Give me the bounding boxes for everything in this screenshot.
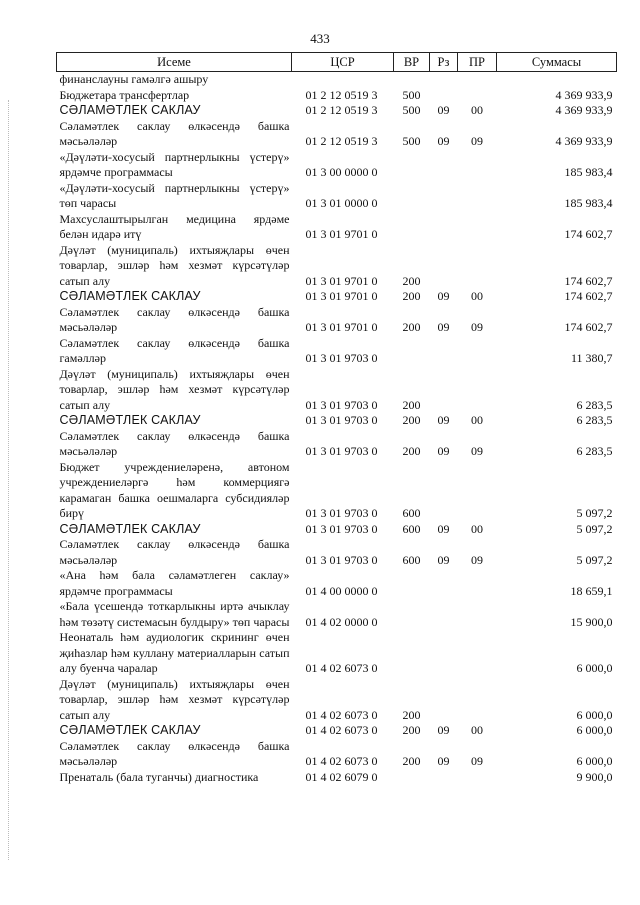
- row-rz-cell: [430, 72, 458, 88]
- row-name-cell: Сәламәтлек саклау өлкәсендә башка мәсьәләләр: [59, 537, 290, 567]
- row-vr-cell: [394, 212, 430, 243]
- row-vr-cell: 200: [402, 397, 421, 412]
- row-name-cell: Сәламәтлек саклау өлкәсендә башка мәсьәләләр: [59, 738, 290, 768]
- row-csr-cell: 01 3 00 0000 0: [305, 165, 378, 179]
- header-name: Исеме: [57, 53, 292, 72]
- row-name-cell: СӘЛАМӘТЛЕК САКЛАУ: [59, 521, 201, 536]
- row-name-cell: «Ана һәм бала сәламәтлеген саклау» ярдәмче программасы: [59, 568, 290, 598]
- table-row: [57, 630, 617, 677]
- row-vr-cell: 200: [402, 320, 421, 334]
- row-csr-cell: 01 3 01 9703 0: [305, 413, 378, 427]
- row-vr-cell: [394, 150, 430, 181]
- row-sum-cell: 5 097,2: [576, 521, 613, 536]
- row-rz-cell: [430, 336, 458, 367]
- row-rz-cell: 09: [437, 723, 450, 737]
- table-row: [57, 460, 617, 522]
- row-vr-cell: 500: [402, 134, 421, 148]
- row-sum-cell: 6 000,0: [576, 723, 613, 737]
- row-name-cell: «Дәүләти-хосусый партнерлыкны үстерү» ярдәмче программасы: [59, 149, 290, 179]
- row-sum-cell: 18 659,1: [570, 583, 613, 598]
- row-sum-cell: 174 602,7: [564, 289, 613, 303]
- row-pr-cell: 00: [471, 289, 483, 303]
- row-vr-cell: 200: [402, 707, 421, 722]
- row-csr-cell: 01 3 01 9701 0: [305, 289, 378, 303]
- row-rz-cell: [430, 770, 458, 786]
- row-name-cell: Бюджет учреждениеләренә, автоном учреждениеләргә һәм коммерциягә карамаган башка оешмаларга субсидияләр бирү: [59, 459, 290, 520]
- row-vr-cell: 200: [402, 273, 421, 288]
- row-vr-cell: 600: [402, 506, 421, 520]
- row-pr-cell: [458, 770, 497, 786]
- page-number: 433: [310, 31, 330, 46]
- row-csr-cell: 01 2 12 0519 3: [305, 134, 378, 148]
- row-name-cell: Сәламәтлек саклау өлкәсендә башка мәсьәләләр: [59, 428, 290, 458]
- table-header: [57, 53, 617, 72]
- table-row: [57, 103, 617, 119]
- row-csr-cell: [292, 72, 394, 88]
- row-vr-cell: [394, 599, 430, 630]
- table-row: [57, 212, 617, 243]
- row-csr-cell: 01 4 02 6073 0: [305, 754, 378, 768]
- row-csr-cell: 01 3 01 9703 0: [305, 351, 378, 365]
- row-pr-cell: 09: [471, 552, 483, 567]
- header-pr: ПР: [458, 53, 497, 72]
- row-rz-cell: 09: [437, 413, 450, 427]
- row-vr-cell: 500: [402, 103, 421, 117]
- row-rz-cell: [430, 243, 458, 290]
- row-vr-cell: [394, 770, 430, 786]
- row-rz-cell: 09: [437, 444, 450, 458]
- row-pr-cell: 09: [471, 754, 483, 768]
- row-csr-cell: 01 4 00 0000 0: [305, 583, 378, 598]
- row-sum-cell: 185 983,4: [564, 165, 613, 179]
- row-name-cell: СӘЛАМӘТЛЕК САКЛАУ: [59, 289, 201, 303]
- row-csr-cell: 01 3 01 9701 0: [305, 320, 378, 334]
- row-name-cell: СӘЛАМӘТЛЕК САКЛАУ: [59, 723, 201, 737]
- row-name-cell: «Дәүләти-хосусый партнерлыкны үстерү» төп чарасы: [59, 180, 290, 210]
- table-row: [57, 367, 617, 414]
- row-sum-cell: 185 983,4: [564, 196, 613, 210]
- row-rz-cell: [430, 460, 458, 522]
- row-csr-cell: 01 3 01 9703 0: [305, 552, 378, 567]
- row-pr-cell: [458, 630, 497, 677]
- margin-scan-line: [8, 100, 10, 860]
- row-vr-cell: 600: [402, 552, 421, 567]
- row-sum-cell: 174 602,7: [564, 227, 613, 241]
- row-vr-cell: 200: [402, 289, 421, 303]
- row-vr-cell: 500: [402, 87, 421, 102]
- table-row: [57, 537, 617, 568]
- table-row: [57, 739, 617, 770]
- row-pr-cell: [458, 460, 497, 522]
- row-csr-cell: 01 4 02 6073 0: [305, 723, 378, 737]
- row-name-cell: Дәүләт (муниципаль) ихтыяҗлары өчен товарлар, эшләр һәм хезмәт күрсәтүләр сатып алу: [59, 366, 290, 412]
- header-rz: Рз: [430, 53, 458, 72]
- row-vr-cell: 200: [402, 444, 421, 458]
- row-sum-cell: [497, 72, 617, 88]
- row-csr-cell: 01 3 01 9703 0: [305, 397, 378, 412]
- table-row: [57, 305, 617, 336]
- row-rz-cell: 09: [437, 320, 450, 334]
- row-sum-cell: 15 900,0: [570, 614, 613, 629]
- row-pr-cell: [458, 243, 497, 290]
- row-sum-cell: 4 369 933,9: [555, 103, 613, 117]
- table-row: [57, 88, 617, 104]
- table-row: [57, 289, 617, 305]
- table-row: [57, 568, 617, 599]
- table-row: [57, 723, 617, 739]
- row-csr-cell: 01 3 01 9701 0: [305, 227, 378, 241]
- row-csr-cell: 01 4 02 0000 0: [305, 614, 378, 629]
- row-vr-cell: [394, 336, 430, 367]
- budget-table: [56, 52, 617, 785]
- row-rz-cell: 09: [437, 134, 450, 148]
- row-vr-cell: [394, 72, 430, 88]
- table-body: [57, 72, 617, 786]
- row-sum-cell: 6 000,0: [576, 707, 613, 722]
- row-sum-cell: 9 900,0: [576, 769, 613, 784]
- row-name-cell: финанслауны гамәлгә ашыру: [59, 72, 209, 86]
- row-pr-cell: [458, 336, 497, 367]
- row-csr-cell: 01 3 01 9703 0: [305, 506, 378, 520]
- row-pr-cell: 00: [471, 521, 483, 536]
- row-vr-cell: 200: [402, 754, 421, 768]
- row-sum-cell: 5 097,2: [576, 506, 613, 520]
- row-pr-cell: [458, 568, 497, 599]
- row-sum-cell: 6 000,0: [576, 754, 613, 768]
- row-csr-cell: 01 3 01 9701 0: [305, 273, 378, 288]
- row-name-cell: Дәүләт (муниципаль) ихтыяҗлары өчен товарлар, эшләр һәм хезмәт күрсәтүләр сатып алу: [59, 242, 290, 288]
- row-sum-cell: 6 283,5: [576, 413, 613, 427]
- row-rz-cell: 09: [437, 289, 450, 303]
- row-csr-cell: 01 3 01 0000 0: [305, 196, 378, 210]
- header-vr: ВР: [394, 53, 430, 72]
- table-row: [57, 119, 617, 150]
- row-pr-cell: 09: [471, 134, 483, 148]
- row-rz-cell: [430, 677, 458, 724]
- header-sum: Суммасы: [497, 53, 617, 72]
- table-row: [57, 599, 617, 630]
- row-vr-cell: 200: [402, 723, 421, 737]
- row-rz-cell: [430, 568, 458, 599]
- row-rz-cell: [430, 599, 458, 630]
- row-sum-cell: 4 369 933,9: [555, 134, 613, 148]
- row-pr-cell: 00: [471, 723, 483, 737]
- row-rz-cell: 09: [437, 754, 450, 768]
- row-rz-cell: [430, 150, 458, 181]
- row-name-cell: Неонаталь һәм аудиологик скрининг өчен җиһазлар һәм куллану материалларын сатып алу буенча чаралар: [59, 630, 290, 675]
- table-row: [57, 181, 617, 212]
- row-csr-cell: 01 4 02 6073 0: [305, 707, 378, 722]
- header-csr: ЦСР: [292, 53, 394, 72]
- row-vr-cell: [394, 630, 430, 677]
- row-rz-cell: [430, 88, 458, 104]
- row-rz-cell: [430, 181, 458, 212]
- row-name-cell: Бюджетара трансфертлар: [59, 87, 190, 102]
- row-name-cell: Сәламәтлек саклау өлкәсендә башка гамәлләр: [59, 335, 290, 365]
- row-csr-cell: 01 3 01 9703 0: [305, 521, 378, 536]
- table-row: [57, 677, 617, 724]
- row-pr-cell: [458, 367, 497, 414]
- row-pr-cell: [458, 88, 497, 104]
- row-csr-cell: 01 4 02 6073 0: [305, 661, 378, 675]
- row-rz-cell: 09: [437, 552, 450, 567]
- row-name-cell: СӘЛАМӘТЛЕК САКЛАУ: [59, 103, 201, 117]
- row-rz-cell: [430, 630, 458, 677]
- row-sum-cell: 174 602,7: [564, 273, 613, 288]
- row-vr-cell: [394, 568, 430, 599]
- row-name-cell: Пренаталь (бала туганчы) диагностика: [59, 769, 259, 784]
- row-pr-cell: 00: [471, 413, 483, 427]
- row-pr-cell: [458, 677, 497, 724]
- row-pr-cell: [458, 181, 497, 212]
- table-row: [57, 522, 617, 538]
- row-pr-cell: [458, 150, 497, 181]
- table-row: [57, 72, 617, 88]
- table-row: [57, 413, 617, 429]
- row-rz-cell: 09: [437, 103, 450, 117]
- row-rz-cell: [430, 212, 458, 243]
- row-pr-cell: [458, 599, 497, 630]
- row-pr-cell: 09: [471, 444, 483, 458]
- row-pr-cell: [458, 212, 497, 243]
- row-name-cell: СӘЛАМӘТЛЕК САКЛАУ: [59, 413, 201, 427]
- row-sum-cell: 4 369 933,9: [555, 87, 613, 102]
- row-csr-cell: 01 3 01 9703 0: [305, 444, 378, 458]
- table-row: [57, 336, 617, 367]
- row-name-cell: Сәламәтлек саклау өлкәсендә башка мәсьәләләр: [59, 118, 290, 148]
- table-row: [57, 770, 617, 786]
- row-csr-cell: 01 2 12 0519 3: [305, 103, 378, 117]
- row-vr-cell: [394, 181, 430, 212]
- row-pr-cell: 00: [471, 103, 483, 117]
- row-vr-cell: 600: [402, 521, 421, 536]
- row-pr-cell: 09: [471, 320, 483, 334]
- table-row: [57, 150, 617, 181]
- row-pr-cell: [458, 72, 497, 88]
- row-name-cell: «Бала үсешендә тоткарлыкны иртә ачыклау һәм төзәтү системасын булдыру» төп чарасы: [59, 599, 290, 629]
- row-sum-cell: 6 283,5: [576, 397, 613, 412]
- row-sum-cell: 174 602,7: [564, 320, 613, 334]
- row-sum-cell: 11 380,7: [570, 351, 613, 365]
- row-csr-cell: 01 4 02 6079 0: [305, 769, 378, 784]
- row-name-cell: Дәүләт (муниципаль) ихтыяҗлары өчен товарлар, эшләр һәм хезмәт күрсәтүләр сатып алу: [59, 676, 290, 722]
- row-vr-cell: 200: [402, 413, 421, 427]
- row-sum-cell: 6 283,5: [576, 444, 613, 458]
- row-rz-cell: [430, 367, 458, 414]
- table-row: [57, 243, 617, 290]
- row-name-cell: Сәламәтлек саклау өлкәсендә башка мәсьәләләр: [59, 304, 290, 334]
- row-name-cell: Махсуслаштырылган медицина ярдәме белән идарә итү: [59, 211, 290, 241]
- table-row: [57, 429, 617, 460]
- row-sum-cell: 5 097,2: [576, 552, 613, 567]
- row-rz-cell: 09: [437, 521, 450, 536]
- row-csr-cell: 01 2 12 0519 3: [305, 87, 378, 102]
- row-sum-cell: 6 000,0: [576, 661, 613, 675]
